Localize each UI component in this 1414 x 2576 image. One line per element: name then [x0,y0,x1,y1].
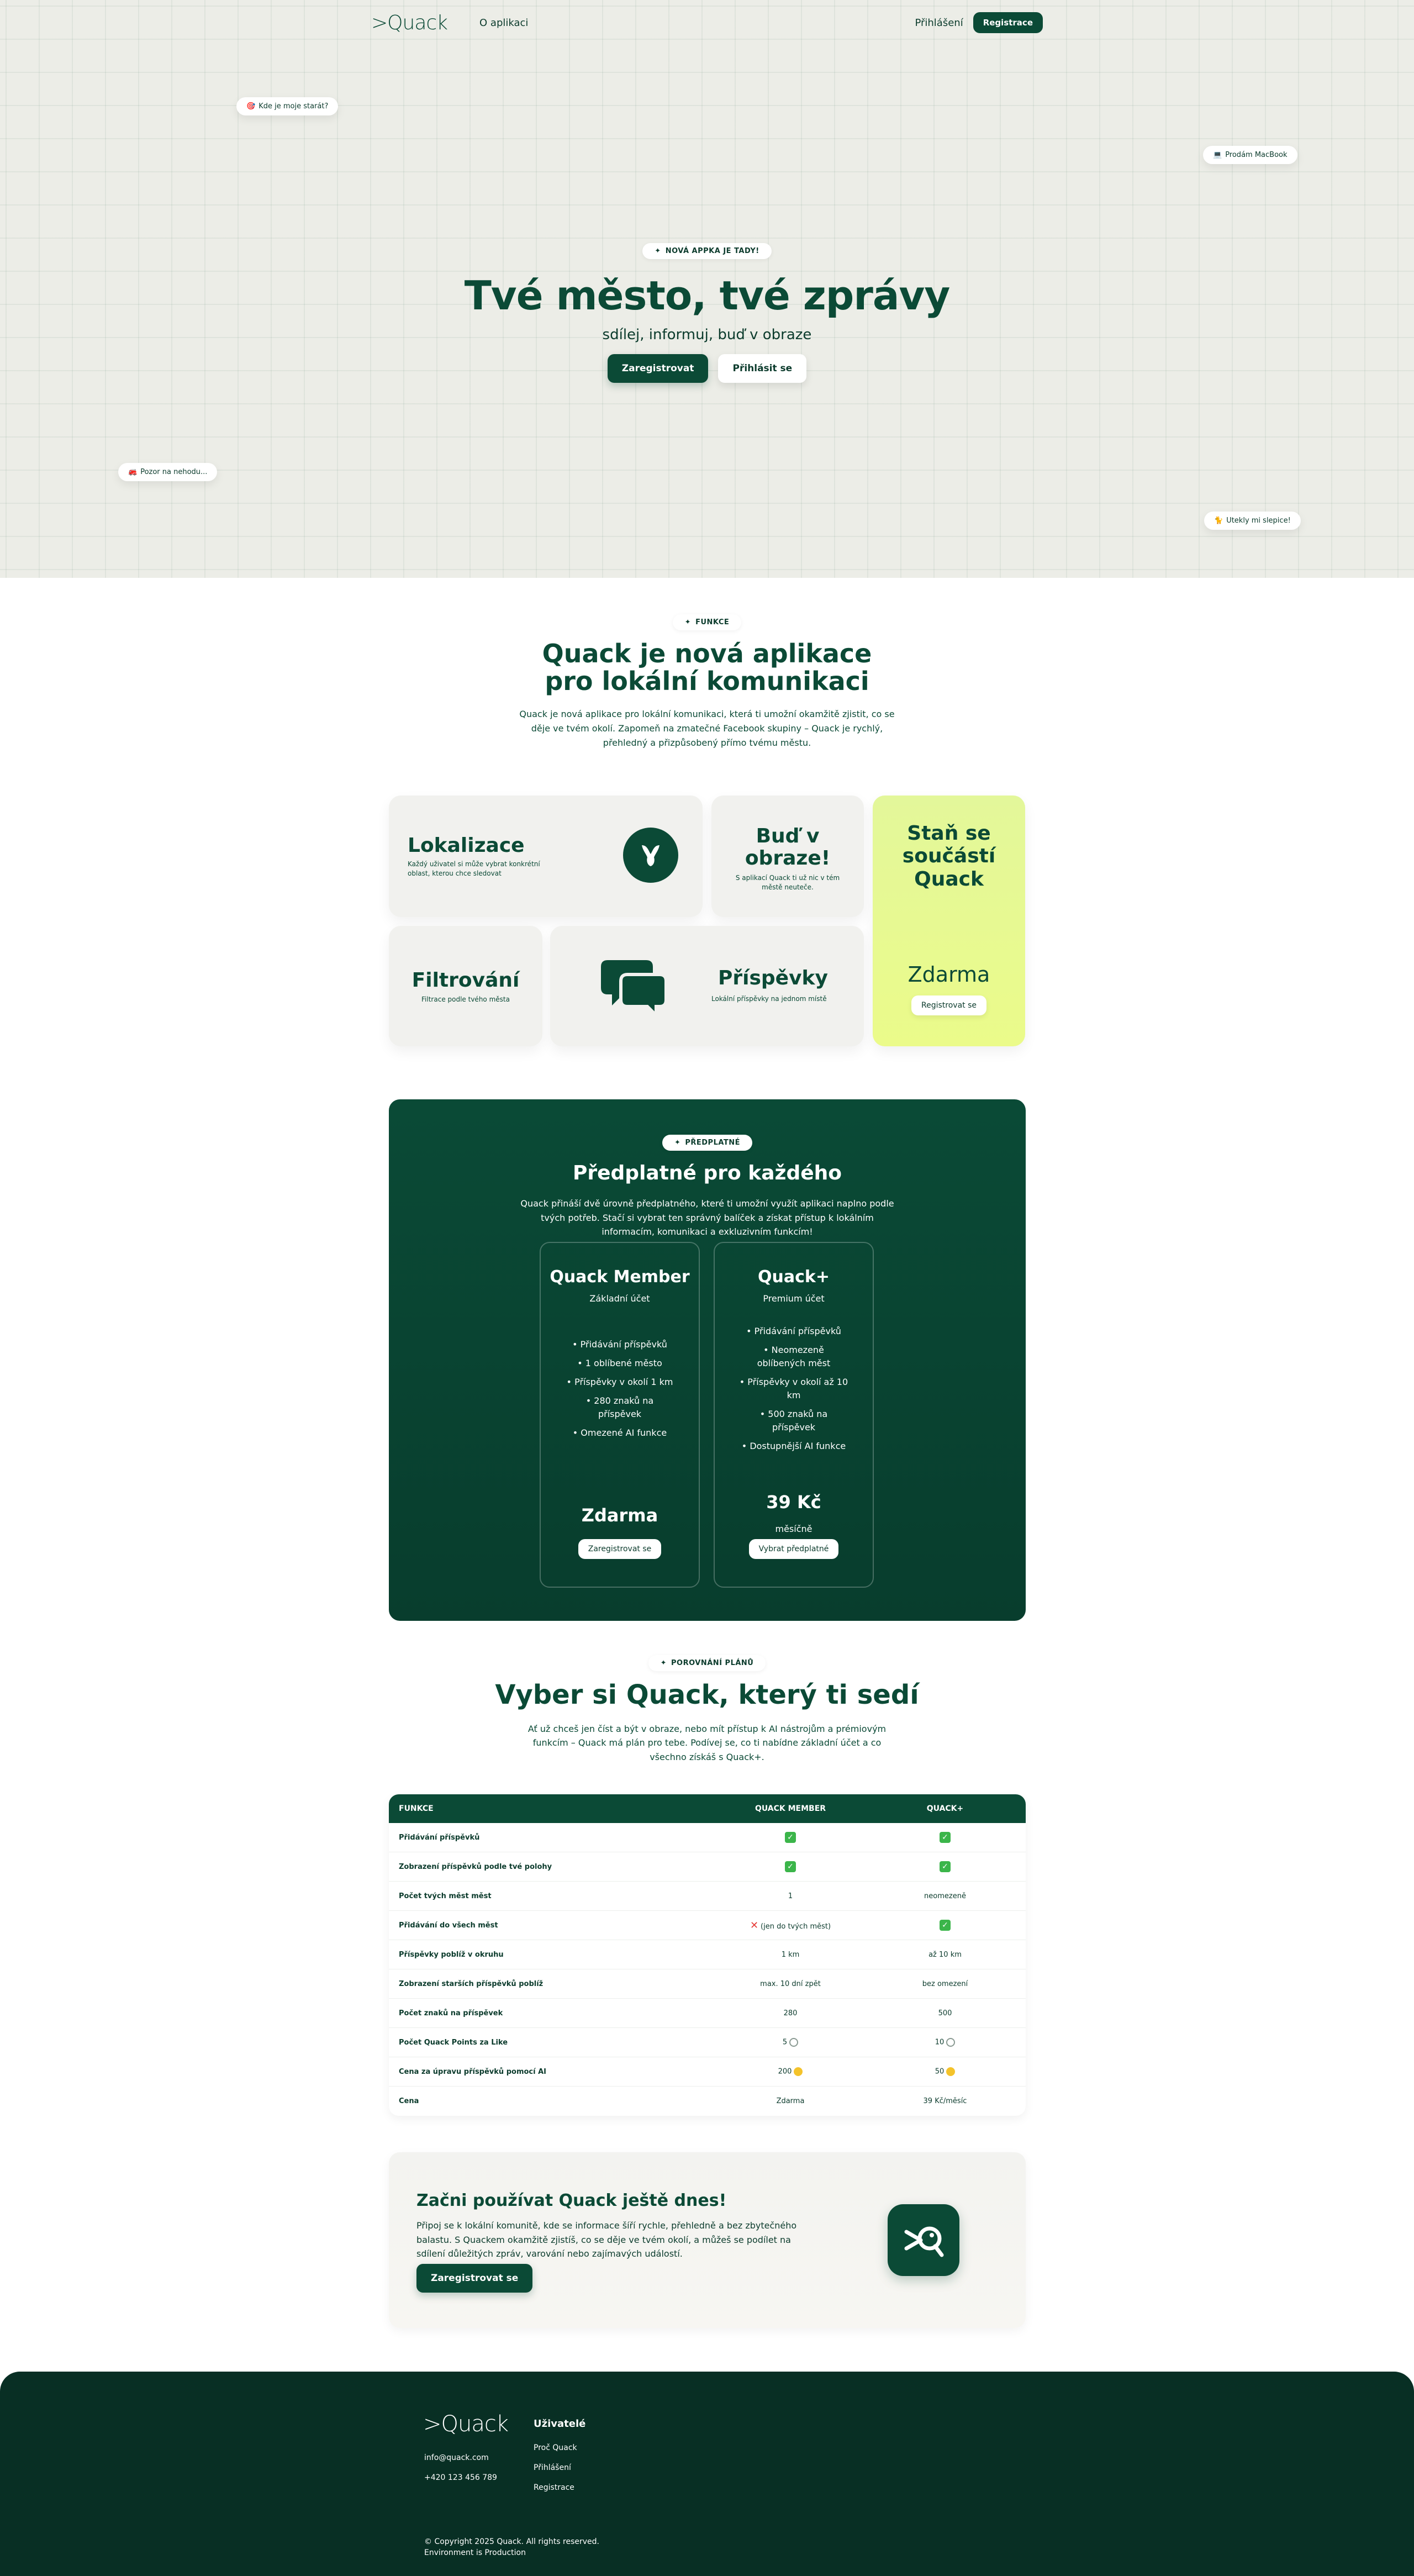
feature-cell: Počet Quack Points za Like [399,2038,508,2047]
plan-feature: • 280 znaků na příspěvek [585,1395,654,1419]
compare-title: Vyber si Quack, který ti sedí [495,1679,919,1710]
compare-description: Ať už chceš jen číst a být v obraze, nebo mít přístup k AI nástrojům a prémiovým funkcím – Quack má plán pro tebe. Podívej se, co ti nabídne základní účet a co všechno získáš s Quack+. [527,1723,887,1763]
plan-feature: • Přidávání příspěvků [572,1339,667,1350]
pricing-description: Quack přináší dvě úrovně předplatného, které ti umožní využít aplikaci naplno podle tvých potřeb. Stačí si vybrat ten správný balíček a získat přístup k lokálním informacím, komunikaci a exkluzivním funkcím! [520,1198,894,1237]
member-cell: 5 [782,2038,788,2047]
pricing-header [389,1135,1026,1239]
coin-icon [794,2067,803,2076]
hero-buttons [0,354,1414,383]
check-icon: ✓ [785,1861,796,1872]
member-cell: 280 [783,2009,798,2017]
features-description: Quack je nová aplikace pro lokální komunikaci, která ti umožní okamžitě zjistit, co se děje ve tvém okolí. Zapomeň na zmatečné Facebook skupiny – Quack je rychlý, přehledný a přizpůsobený přímo tvému městu. [519,709,895,748]
top-nav [371,6,1043,40]
cta-description: Připoj se k lokální komunitě, kde se informace šíří rychle, přehledně a bez zbytečného balastu. S Quackem okamžitě zjistíš, co se děje ve tvém okolí, a můžeš se podílet na sdílení důležitých zpráv, varování nebo zajímavých událostí. [416,2220,797,2259]
comparison-table [389,1794,1026,2116]
target-icon: 🎯 [246,102,256,110]
floating-message [1203,146,1297,164]
footer-phone[interactable]: +420 123 456 789 [424,2473,497,2482]
plan-subscribe-button[interactable]: Vybrat předplatné [749,1539,839,1559]
nav-login-link[interactable]: Přihlášení [915,17,963,29]
plan-features [564,1338,675,1440]
features-title [0,640,1414,695]
feature-cell: Přidávání příspěvků [399,1833,480,1842]
feature-cell: Přidávání do všech měst [399,1921,498,1930]
plus-cell: 10 [935,2038,945,2047]
location-pin-icon [623,828,678,883]
cta-register-button[interactable]: Zaregistrovat se [416,2264,532,2293]
feature-title-line: Buď v [756,825,820,847]
features-title-line: pro lokální komunikaci [545,666,869,696]
join-title-line: Staň se [907,822,991,845]
cta-section [389,2152,1026,2328]
floating-message [1204,512,1301,530]
plan-feature: • Přidávání příspěvků [746,1326,841,1336]
floating-message-text: Kde je moje starát? [258,102,329,110]
feature-cell: Počet tvých měst měst [399,1892,492,1900]
feature-text: S aplikací Quack ti už nic v tém městě neuteče. [735,874,840,891]
footer-link[interactable]: Přihlášení [534,2463,571,2472]
hero-title: Tvé město, tvé zprávy [464,272,950,319]
feature-cell: Příspěvky poblíž v okruhu [399,1950,504,1959]
plus-cell: bez omezení [922,1979,968,1988]
nav-register-button[interactable]: Registrace [973,12,1043,33]
join-title-line: součástí [902,845,996,868]
plan-feature: • Omezené AI funkce [572,1427,667,1438]
member-cell: max. 10 dní zpět [760,1979,821,1988]
member-cell: Zdarma [776,2097,805,2105]
plan-price: 39 Kč [766,1492,821,1513]
feature-title-line: obraze! [745,846,831,870]
table-header: FUNKCE [399,1804,434,1813]
join-price: Zdarma [908,962,990,987]
table-header: QUACK+ [926,1804,964,1813]
cta-title: Začni používat Quack ještě dnes! [416,2191,727,2210]
table-row [389,1882,1026,1911]
table-row [389,1969,1026,1999]
plan-subtitle: Základní účet [589,1293,650,1304]
sparkle-icon: ✦ [655,247,661,255]
feature-card-obraze [711,796,864,917]
floating-message-text: Prodám MacBook [1225,151,1288,159]
table-row [389,1940,1026,1969]
cross-icon: ✕ [750,1919,759,1931]
join-register-button[interactable]: Registrovat se [911,995,986,1015]
feature-title [711,825,864,869]
plan-subtitle: Premium účet [763,1293,825,1304]
feature-cell: Zobrazení příspěvků podle tvé polohy [399,1862,552,1871]
member-cell: 1 km [781,1950,800,1959]
pricing-badge-text: PŘEDPLATNÉ [685,1139,741,1147]
hero-section [0,0,1414,578]
table-row [389,1999,1026,2028]
feature-cell: Počet znaků na příspěvek [399,2009,503,2017]
features-title-line: Quack je nová aplikace [542,639,872,668]
quack-app-icon [888,2204,959,2276]
features-badge [673,614,742,630]
compare-badge-text: POROVNÁNÍ PLÁNŮ [671,1659,754,1667]
feature-card-prispevky [550,926,864,1046]
compare-header [0,1655,1414,1764]
hero-badge-text: NOVÁ APPKA JE TADY! [665,247,759,255]
plus-cell: neomezeně [924,1892,966,1900]
check-icon: ✓ [785,1832,796,1843]
member-cell: 1 [788,1892,793,1900]
nav-right [915,12,1043,33]
table-row [389,2057,1026,2087]
hero-register-button[interactable]: Zaregistrovat [608,354,709,383]
plan-register-button[interactable]: Zaregistrovat se [578,1539,662,1559]
plan-card-member [540,1242,700,1588]
plus-cell: 50 [935,2067,945,2076]
plan-features [738,1325,849,1453]
plan-name: Quack+ [758,1267,830,1287]
feature-card-filtrovani [389,926,542,1046]
feature-cell: Cena [399,2097,419,2105]
table-row [389,2028,1026,2057]
feature-title: Filtrování [411,969,520,992]
join-title-line: Quack [914,867,984,891]
coin-icon [946,2067,955,2076]
chat-bubbles-icon [601,958,667,1019]
sparkle-icon: ✦ [684,618,692,626]
plus-cell: 39 Kč/měsíc [923,2097,967,2105]
floating-message [118,463,217,481]
pricing-title: Předplatné pro každého [572,1162,842,1184]
footer-logo[interactable]: >Quack [423,2411,509,2437]
table-row [389,1852,1026,1882]
footer [0,2372,1414,2576]
floating-message-text: Utekly mi slepice! [1226,517,1291,525]
feature-cell: Cena za úpravu příspěvků pomocí AI [399,2067,547,2076]
plan-card-plus [714,1242,874,1588]
sparkle-icon: ✦ [674,1139,681,1147]
plan-name: Quack Member [550,1267,690,1287]
check-icon: ✓ [940,1861,951,1872]
animal-icon: 🐈 [1214,517,1223,525]
plan-feature: • Neomezeně oblíbených měst [757,1345,831,1368]
plan-period: měsíčně [775,1524,812,1534]
plan-feature: • Dostupnější AI funkce [741,1441,846,1451]
quack-points-icon [946,2038,955,2047]
plus-cell: až 10 km [928,1950,962,1959]
feature-cell: Zobrazení starších příspěvků poblíž [399,1979,544,1988]
logo[interactable]: >Quack [371,11,448,34]
footer-copyright: © Copyright 2025 Quack. All rights reserved. [424,2537,599,2546]
plan-price: Zdarma [581,1505,658,1526]
sparkle-icon: ✦ [660,1659,667,1667]
plan-feature: • 500 znaků na příspěvek [759,1409,828,1432]
features-header [0,614,1414,750]
footer-environment: Environment is Production [424,2548,526,2557]
member-cell: (jen do tvých měst) [761,1922,831,1931]
feature-card-join [873,796,1025,1046]
member-cell: 200 [778,2067,792,2076]
hero-login-button[interactable]: Přihlásit se [718,354,806,383]
plan-feature: • 1 oblíbené město [577,1358,662,1368]
feature-text: Filtrace podle tvého města [421,995,510,1003]
compare-badge [648,1655,766,1671]
check-icon: ✓ [940,1920,951,1931]
floating-message [236,97,338,115]
pricing-section [389,1099,1026,1621]
plan-feature: • Příspěvky v okolí 1 km [566,1377,673,1387]
feature-text: Lokální příspěvky na jednom místě [711,995,827,1003]
check-icon: ✓ [940,1832,951,1843]
fire-truck-icon: 🚒 [128,468,138,476]
footer-link[interactable]: Registrace [534,2483,574,2492]
hero-badge [642,243,771,259]
floating-message-text: Pozor na nehodu... [140,468,208,476]
join-title [873,822,1025,891]
footer-email[interactable]: info@quack.com [424,2453,489,2462]
feature-title: Lokalizace [408,834,525,857]
table-row [389,1911,1026,1940]
features-badge-text: FUNKCE [695,618,730,626]
quack-points-icon [789,2038,798,2047]
laptop-icon: 💻 [1213,151,1222,159]
table-row [389,2087,1026,2116]
feature-card-lokalizace [389,796,703,917]
plan-feature: • Příspěvky v okolí až 10 km [739,1377,848,1400]
table-header: QUACK MEMBER [755,1804,826,1813]
pricing-badge [662,1135,752,1151]
table-header-row [389,1794,1026,1823]
nav-link-about[interactable]: O aplikaci [479,17,529,29]
feature-title: Příspěvky [718,967,828,989]
footer-link[interactable]: Proč Quack [534,2443,577,2452]
plus-cell: 500 [938,2009,952,2017]
hero-content [0,243,1414,383]
table-row [389,1823,1026,1852]
footer-column-title: Uživatelé [534,2418,586,2430]
feature-text: Každý uživatel si může vybrat konkrétní oblast, kterou chce sledovat [408,860,540,877]
hero-subtitle: sdílej, informuj, buď v obraze [602,326,812,343]
